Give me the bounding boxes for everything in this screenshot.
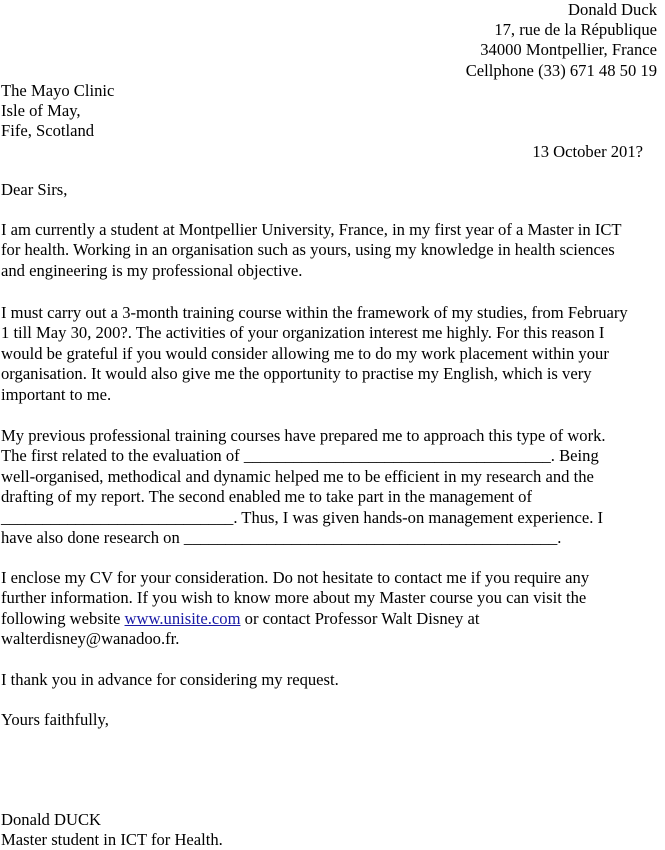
paragraph-line: I enclose my CV for your consideration. Do not hesitate to contact me if you require any xyxy=(1,568,590,587)
paragraph-line: further information. If you wish to know more about my Master course you can visit the xyxy=(1,588,587,608)
website-link[interactable]: www.unisite.com xyxy=(124,608,241,628)
paragraph-line: for health. Working in an organisation such as yours, using my knowledge in health sciences xyxy=(1,240,615,260)
paragraph-3 xyxy=(1,426,664,548)
paragraph-line: The first related to the evaluation of _____________________________________. Being xyxy=(1,446,599,466)
paragraph-line: drafting of my report. The second enabled me to take part in the management of xyxy=(1,487,532,507)
paragraph-line: would be grateful if you would consider allowing me to do my work placement within your xyxy=(1,343,609,363)
paragraph-2 xyxy=(1,303,664,405)
salutation: Dear Sirs, xyxy=(1,180,68,199)
paragraph-5: I thank you in advance for considering my request. xyxy=(1,670,339,689)
sender-phone: Cellphone (33) 671 48 50 19 xyxy=(465,61,657,80)
sender-name: Donald Duck xyxy=(568,0,657,19)
paragraph-line: I am currently a student at Montpellier University, France, in my first year of a Master in ICT xyxy=(1,220,622,239)
recipient-org: The Mayo Clinic xyxy=(1,81,115,100)
signature-name: Donald DUCK xyxy=(1,810,102,829)
sender-city: 34000 Montpellier, France xyxy=(480,40,657,59)
paragraph-line: well-organised, methodical and dynamic helped me to be efficient in my research and the xyxy=(1,466,594,486)
recipient-line3: Fife, Scotland xyxy=(1,121,95,140)
signature-title: Master student in ICT for Health. xyxy=(1,830,223,849)
paragraph-line: important to me. xyxy=(1,384,112,404)
link-suffix-text: or contact Professor Walt Disney at xyxy=(240,608,480,628)
paragraph-line-with-link xyxy=(1,609,664,629)
paragraph-line: I must carry out a 3-month training course within the framework of my studies, from February xyxy=(1,303,628,322)
paragraph-line: organisation. It would also give me the opportunity to practise my English, which is very xyxy=(1,364,592,384)
link-prefix-text: following website xyxy=(1,608,125,628)
letter-date: 13 October 201? xyxy=(532,142,643,161)
paragraph-4 xyxy=(1,568,664,650)
paragraph-line: 1 till May 30, 200?. The activities of your organization interest me highly. For this reason I xyxy=(1,323,605,343)
paragraph-1 xyxy=(1,220,664,281)
paragraph-line: have also done research on _____________________________________________. xyxy=(1,528,562,548)
sender-street: 17, rue de la République xyxy=(494,20,657,39)
paragraph-line: My previous professional training courses have prepared me to approach this type of work. xyxy=(1,426,606,445)
recipient-line2: Isle of May, xyxy=(1,101,81,120)
paragraph-line: and engineering is my professional objective. xyxy=(1,260,303,280)
paragraph-line: ____________________________. Thus, I was given hands-on management experience. I xyxy=(1,507,604,527)
closing: Yours faithfully, xyxy=(1,710,109,729)
paragraph-line: walterdisney@wanadoo.fr. xyxy=(1,629,180,649)
